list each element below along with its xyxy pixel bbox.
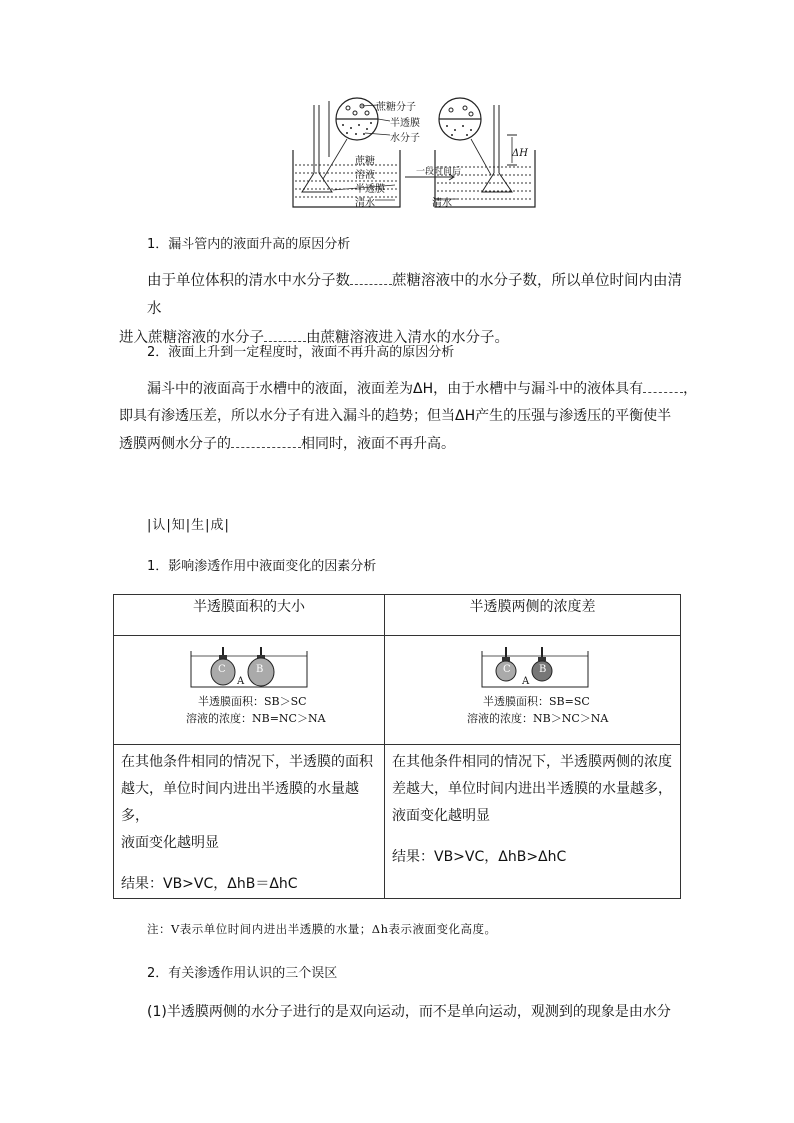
right-label-c: C: [503, 664, 511, 675]
section3-heading: 2．有关渗透作用认识的三个误区: [147, 966, 338, 981]
left-apparatus-figure: [189, 641, 309, 691]
section1-paragraph: 由于单位体积的清水中水分子数 蔗糖溶液中的水分子数，所以单位时间内由清水 进入蔗糖溶液的水分子 由蔗糖溶液进入清水的水分子。: [119, 267, 689, 352]
blank-1: [350, 270, 392, 285]
left-result: 结果：VB>VC，ΔhB＝ΔhC: [121, 876, 298, 892]
left-label-c: C: [218, 664, 226, 675]
header-concentration-diff: 半透膜两侧的浓度差: [385, 595, 681, 636]
label-sucrose-molecule: 蔗糖分子: [376, 102, 416, 113]
left-fig-line1: 半透膜面积：SB＞SC: [198, 695, 307, 708]
section3-paragraph: (1)半透膜两侧的水分子进行的是双向运动，而不是单向运动，观测到的现象是由水分: [147, 1004, 671, 1020]
label-clear-water-left: 清水: [355, 198, 375, 209]
right-fig-line1: 半透膜面积：SB=SC: [483, 695, 590, 708]
right-figure-cell: [385, 636, 681, 745]
label-after-time: 一段时间后: [416, 167, 462, 177]
left-explanation-cell: 在其他条件相同的情况下，半透膜的面积 越大，单位时间内进出半透膜的水量越多， 液面变化越明显 结果：VB>VC，ΔhB＝ΔhC: [114, 745, 385, 899]
right-result: 结果：VB>VC，ΔhB>ΔhC: [392, 849, 567, 865]
blank-2: [264, 327, 306, 342]
blank-3: [643, 378, 683, 393]
left-figure-cell: [114, 636, 385, 745]
section2-paragraph: 漏斗中的液面高于水槽中的液面，液面差为ΔH，由于水槽中与漏斗中的液体具有 ， 即具有渗透压差，所以水分子有进入漏斗的趋势；但当ΔH产生的压强与渗透压的平衡使半 透膜两侧水分子的 相同时，液面不再升高。: [119, 376, 699, 458]
right-fig-line2: 溶液的浓度：NB＞NC＞NA: [467, 712, 609, 725]
left-fig-line2: 溶液的浓度：NB=NC＞NA: [186, 712, 326, 725]
left-label-a: A: [237, 676, 245, 687]
osmosis-apparatus-figure: [285, 95, 540, 215]
label-clear-water-right: 清水: [432, 198, 452, 209]
section1-heading: 1．漏斗管内的液面升高的原因分析: [147, 237, 351, 252]
right-explanation-cell: 在其他条件相同的情况下，半透膜两侧的浓度 差越大，单位时间内进出半透膜的水量越多， 液面变化越明显 结果：VB>VC，ΔhB>ΔhC: [385, 745, 681, 899]
label-sucrose: 蔗糖: [355, 156, 375, 167]
left-label-b: B: [256, 664, 264, 675]
label-delta-h: ΔH: [512, 148, 528, 159]
label-membrane-bottom: 半透膜: [355, 184, 385, 195]
right-apparatus-figure: [480, 641, 590, 691]
table-note: 注：V表示单位时间内进出半透膜的水量；Δh表示液面变化高度。: [147, 922, 497, 936]
header-membrane-area: 半透膜面积的大小: [114, 595, 385, 636]
section2-heading: 2．液面上升到一定程度时，液面不再升高的原因分析: [147, 345, 455, 360]
comparison-table: [113, 594, 681, 899]
label-membrane-top: 半透膜: [390, 118, 420, 129]
section-tag: |认|知|生|成|: [147, 518, 230, 533]
right-label-b: B: [539, 664, 547, 675]
blank-4: [231, 433, 301, 448]
right-label-a: A: [522, 676, 530, 687]
label-water-molecule: 水分子: [390, 133, 420, 144]
label-solution: 溶液: [355, 170, 375, 181]
table-section-heading: 1．影响渗透作用中液面变化的因素分析: [147, 559, 377, 574]
